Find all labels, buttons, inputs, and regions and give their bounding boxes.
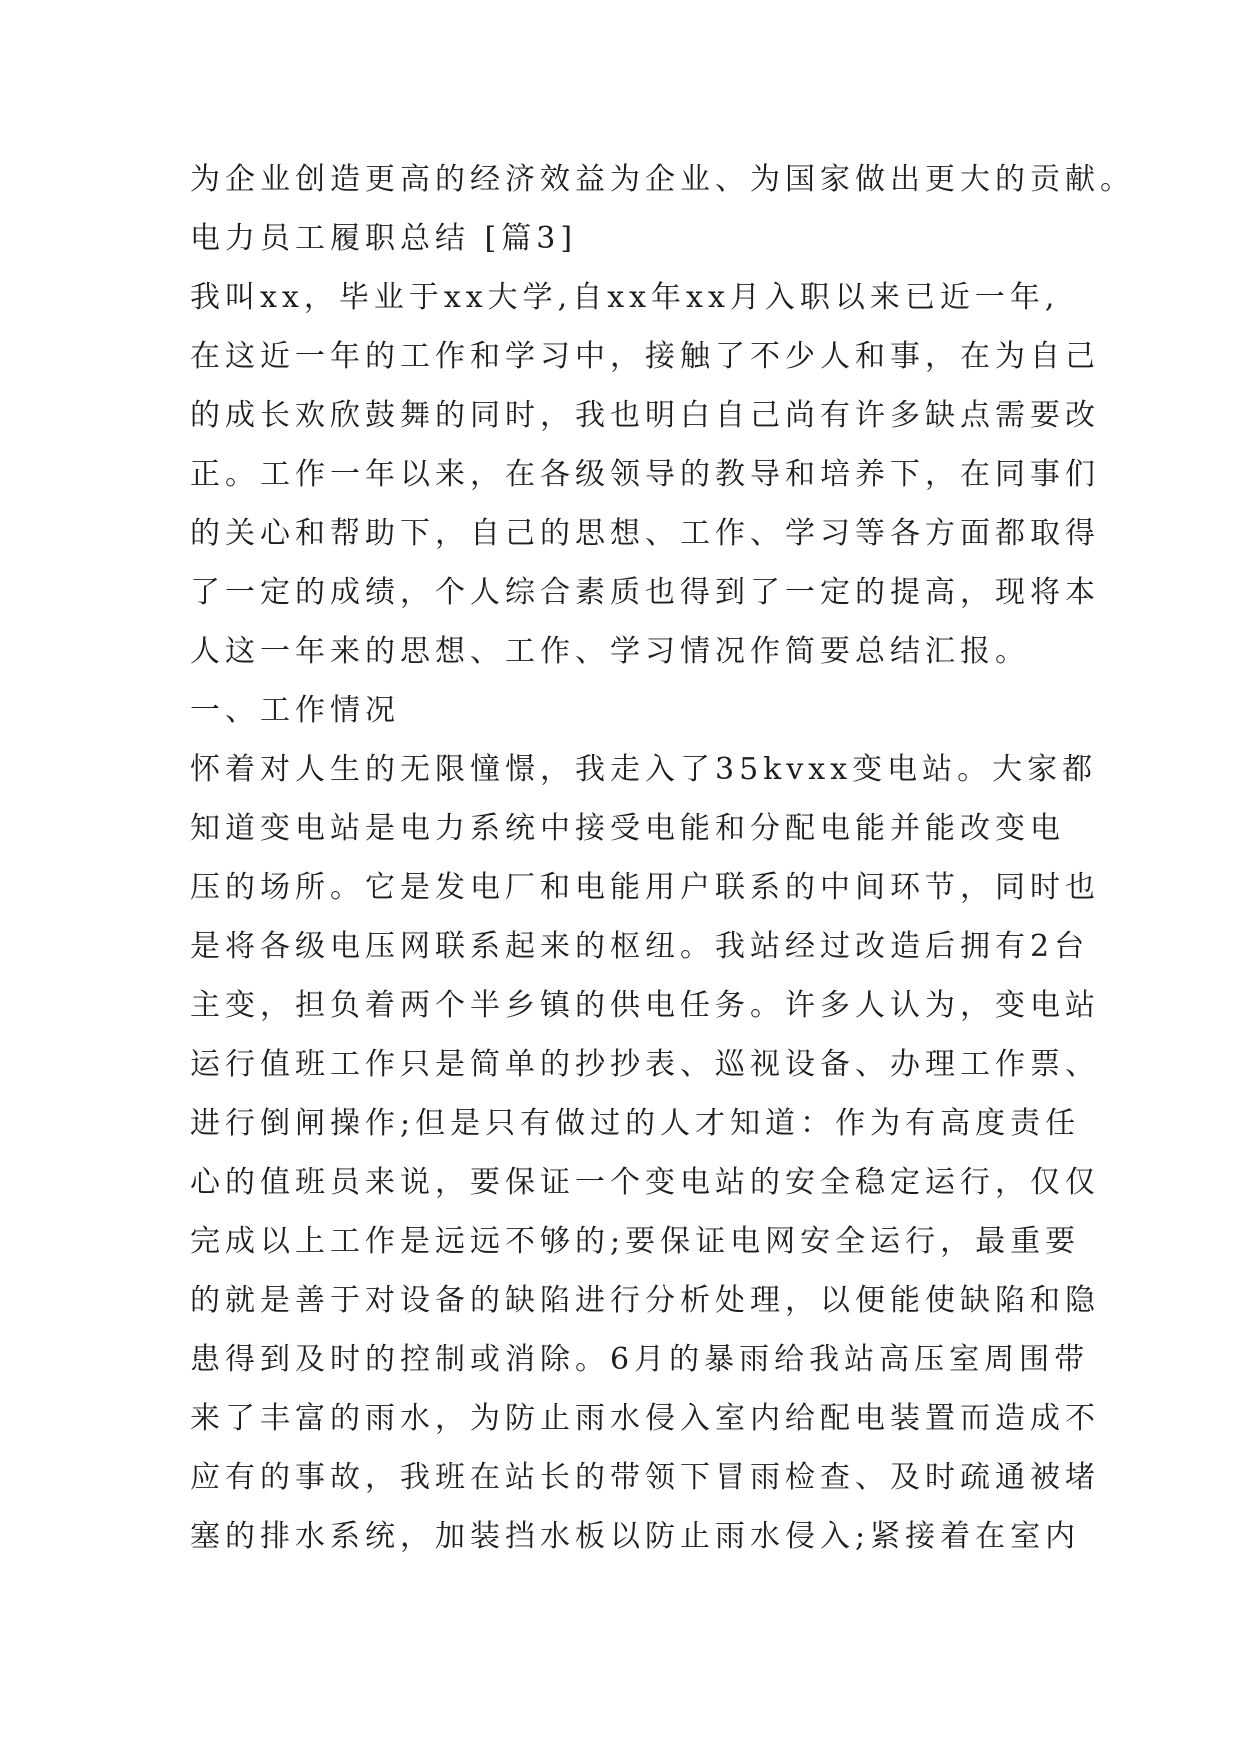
text-line: 的就是善于对设备的缺陷进行分析处理，以便能使缺陷和隐	[190, 1283, 1100, 1318]
text-line: 在这近一年的工作和学习中，接触了不少人和事，在为自己	[190, 339, 1100, 374]
text-line: 知道变电站是电力系统中接受电能和分配电能并能改变电	[190, 811, 1065, 846]
text-line: 的关心和帮助下，自己的思想、工作、学习等各方面都取得	[190, 516, 1100, 551]
text-line: 人这一年来的思想、工作、学习情况作简要总结汇报。	[190, 634, 1030, 669]
text-line: 压的场所。它是发电厂和电能用户联系的中间环节，同时也	[190, 870, 1100, 905]
text-line: 运行值班工作只是简单的抄抄表、巡视设备、办理工作票、	[190, 1047, 1100, 1082]
text-line: 我叫xx，毕业于xx大学,自xx年xx月入职以来已近一年,	[190, 280, 1060, 315]
text-line: 了一定的成绩，个人综合素质也得到了一定的提高，现将本	[190, 575, 1100, 610]
text-line: 进行倒闸操作;但是只有做过的人才知道：作为有高度责任	[190, 1106, 1081, 1141]
text-line: 来了丰富的雨水，为防止雨水侵入室内给配电装置而造成不	[190, 1401, 1100, 1436]
document-body	[190, 150, 1220, 1566]
text-line: 患得到及时的控制或消除。6月的暴雨给我站高压室周围带	[190, 1342, 1090, 1377]
text-line: 是将各级电压网联系起来的枢纽。我站经过改造后拥有2台	[190, 929, 1090, 964]
text-line: 塞的排水系统，加装挡水板以防止雨水侵入;紧接着在室内	[190, 1519, 1081, 1554]
text-line: 的成长欢欣鼓舞的同时，我也明白自己尚有许多缺点需要改	[190, 398, 1100, 433]
text-line: 怀着对人生的无限憧憬，我走入了35kvxx变电站。大家都	[190, 752, 1098, 787]
text-line: 完成以上工作是远远不够的;要保证电网安全运行，最重要	[190, 1224, 1081, 1259]
text-line: 为企业创造更高的经济效益为企业、为国家做出更大的贡献。	[190, 162, 1135, 197]
text-line: 主变，担负着两个半乡镇的供电任务。许多人认为，变电站	[190, 988, 1100, 1023]
text-line: 正。工作一年以来，在各级领导的教导和培养下，在同事们	[190, 457, 1100, 492]
section-heading: 电力员工履职总结 [篇3]	[190, 221, 578, 256]
subsection-heading: 一、工作情况	[190, 693, 400, 728]
text-line: 应有的事故，我班在站长的带领下冒雨检查、及时疏通被堵	[190, 1460, 1100, 1495]
text-line: 心的值班员来说，要保证一个变电站的安全稳定运行，仅仅	[190, 1165, 1100, 1200]
